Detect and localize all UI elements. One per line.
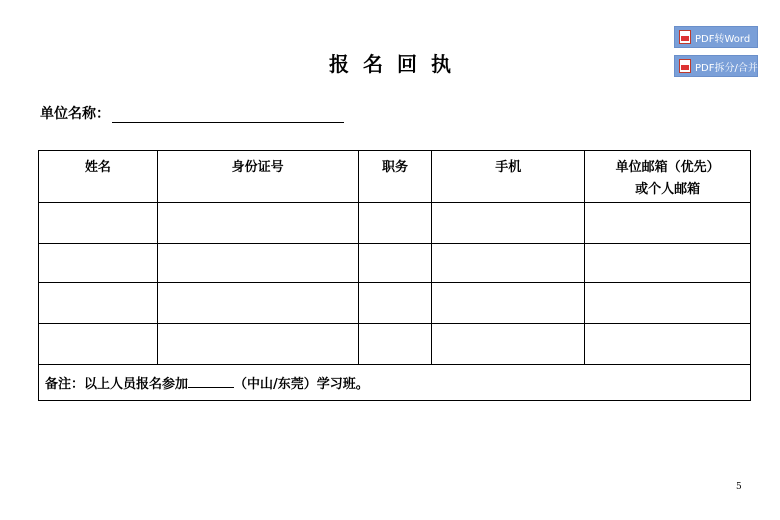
pdf-file-icon <box>679 30 691 44</box>
cell-name[interactable] <box>39 244 158 283</box>
pdf-to-word-label: PDF转Word <box>695 33 751 45</box>
cell-id-number[interactable] <box>157 203 358 244</box>
header-position: 职务 <box>358 151 432 203</box>
pdf-split-merge-label: PDF拆分/合并 <box>695 62 758 74</box>
table-row <box>39 203 751 244</box>
cell-phone[interactable] <box>432 283 585 324</box>
cell-email[interactable] <box>585 324 751 365</box>
org-name-blank[interactable] <box>112 106 344 123</box>
cell-position[interactable] <box>358 203 432 244</box>
cell-id-number[interactable] <box>157 324 358 365</box>
note-row <box>39 365 751 401</box>
cell-email[interactable] <box>585 203 751 244</box>
org-name-label: 单位名称： <box>40 106 110 122</box>
cell-position[interactable] <box>358 283 432 324</box>
pdf-to-word-button[interactable] <box>674 26 758 48</box>
note-cell <box>39 365 751 401</box>
form-title: 报名回执 <box>329 52 465 76</box>
table-row <box>39 244 751 283</box>
note-prefix: 备注：以上人员报名参加 <box>45 377 189 392</box>
cell-name[interactable] <box>39 283 158 324</box>
note-suffix: （中山/东莞）学习班。 <box>234 377 369 392</box>
cell-email[interactable] <box>585 283 751 324</box>
cell-name[interactable] <box>39 324 158 365</box>
registration-table <box>38 150 751 401</box>
table-row <box>39 283 751 324</box>
cell-phone[interactable] <box>432 244 585 283</box>
header-name: 姓名 <box>39 151 158 203</box>
header-phone: 手机 <box>432 151 585 203</box>
cell-name[interactable] <box>39 203 158 244</box>
org-name-row <box>40 103 344 123</box>
cell-phone[interactable] <box>432 324 585 365</box>
page-number: 5 <box>736 482 742 492</box>
table-header-row <box>39 151 751 203</box>
cell-email[interactable] <box>585 244 751 283</box>
cell-phone[interactable] <box>432 203 585 244</box>
cell-position[interactable] <box>358 244 432 283</box>
header-id-number: 身份证号 <box>157 151 358 203</box>
cell-id-number[interactable] <box>157 283 358 324</box>
table-row <box>39 324 751 365</box>
cell-position[interactable] <box>358 324 432 365</box>
header-email-line2: 或个人邮箱 <box>635 182 701 197</box>
course-blank[interactable] <box>188 375 234 388</box>
header-email <box>585 151 751 203</box>
cell-id-number[interactable] <box>157 244 358 283</box>
header-email-line1: 单位邮箱（优先） <box>615 160 720 175</box>
